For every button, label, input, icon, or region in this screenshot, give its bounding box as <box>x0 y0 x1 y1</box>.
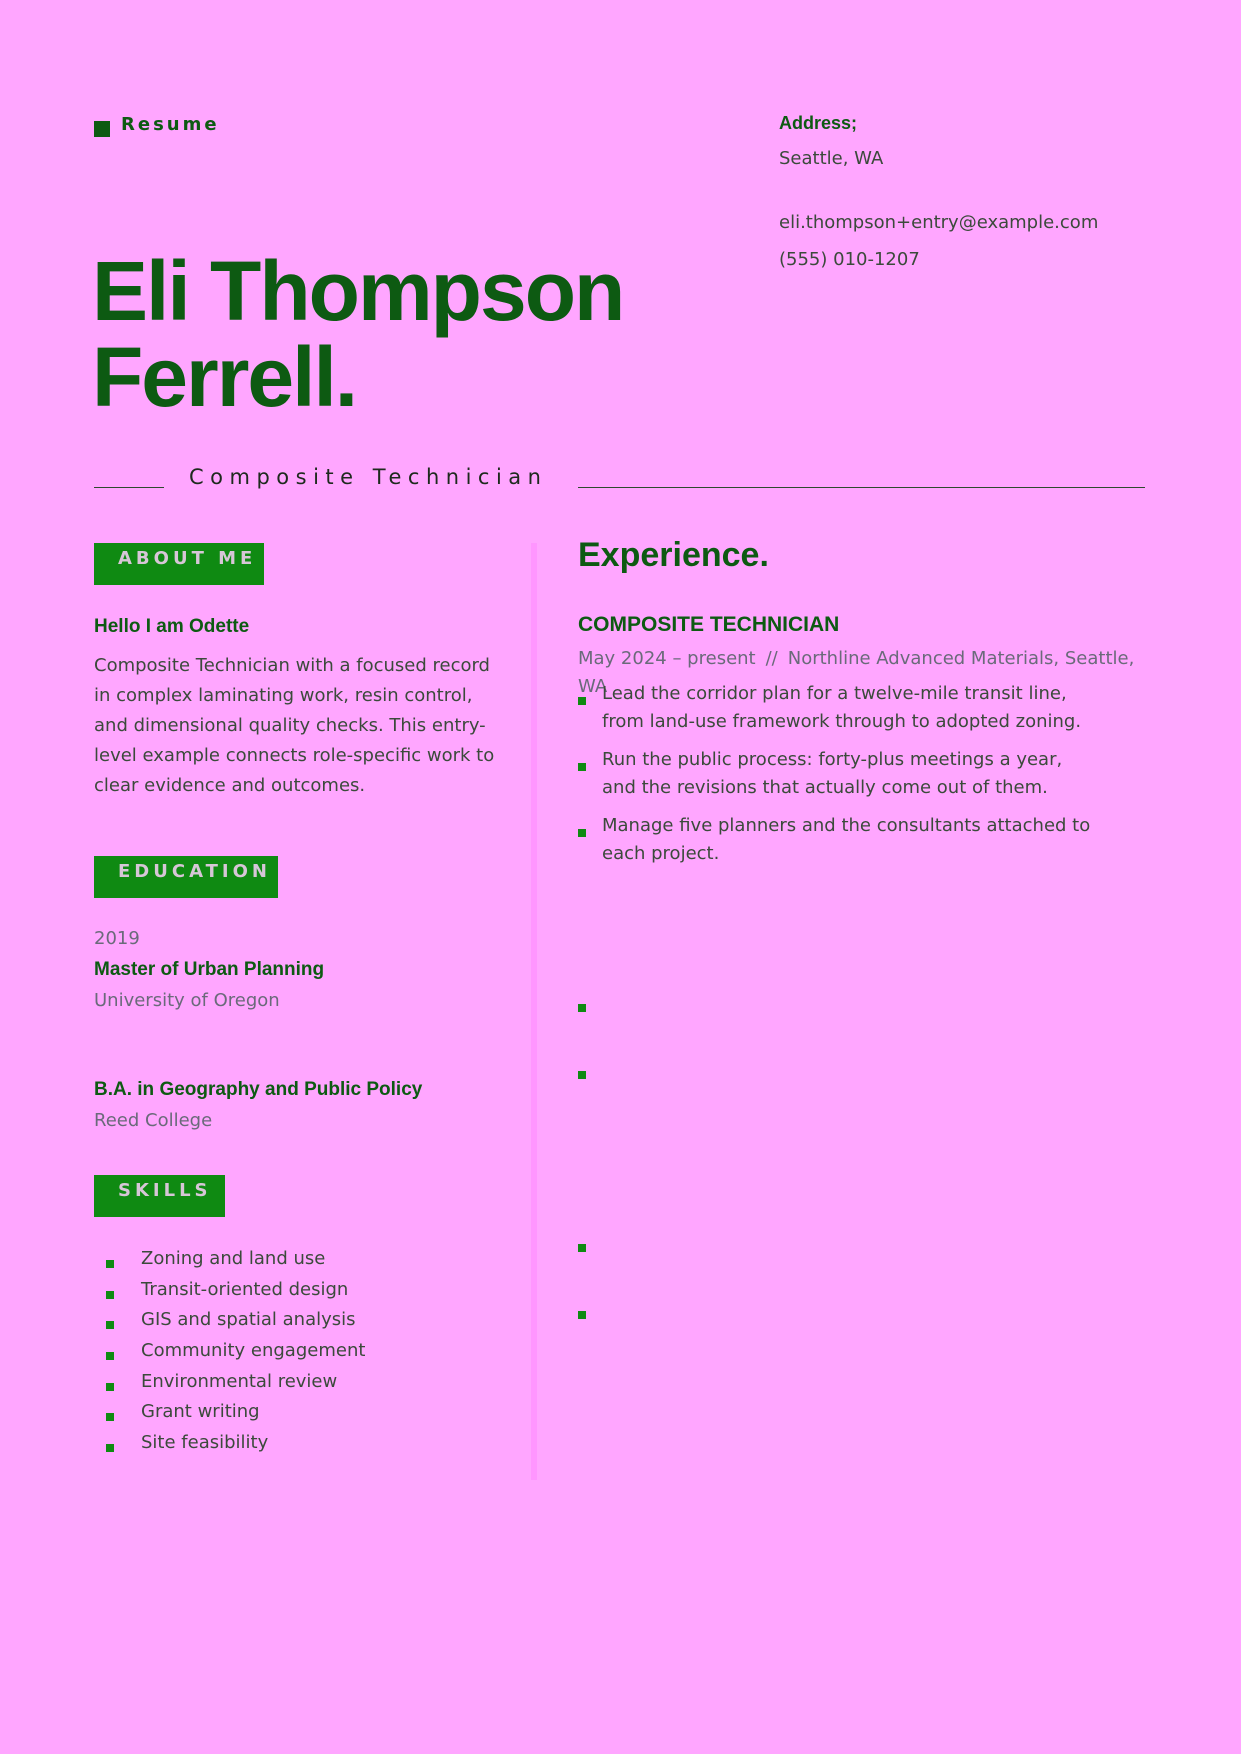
bullet-icon <box>106 1444 114 1452</box>
bullet-icon <box>578 763 586 771</box>
experience-heading: Experience. <box>578 536 769 574</box>
bullet-icon <box>106 1291 114 1299</box>
job-bullet-item: Manage five planners and the consultants attached to each project. <box>578 812 1098 868</box>
job-meta <box>578 645 1138 697</box>
skills-heading: SKILLS <box>94 1175 225 1217</box>
education-heading: EDUCATION <box>94 856 278 898</box>
title-rule-left <box>94 487 164 488</box>
full-name <box>92 244 732 424</box>
skill-item: Site feasibility <box>94 1428 365 1459</box>
job-title: COMPOSITE TECHNICIAN <box>578 613 840 636</box>
bullet-icon <box>578 697 586 705</box>
bullet-icon <box>578 829 586 837</box>
bullet-icon <box>106 1352 114 1360</box>
bullet-icon <box>106 1260 114 1268</box>
skill-item: GIS and spatial analysis <box>94 1305 365 1336</box>
education-year: 2019 <box>94 928 140 949</box>
bullet-icon <box>578 1071 586 1079</box>
skill-item: Zoning and land use <box>94 1244 365 1275</box>
email-link[interactable]: eli.thompson+entry@example.com <box>779 212 1099 233</box>
bullet-icon <box>106 1321 114 1329</box>
bullet-icon <box>578 1004 586 1012</box>
skill-item: Transit-oriented design <box>94 1275 365 1306</box>
name-line-1: Eli Thompson <box>92 244 624 338</box>
education-school: University of Oregon <box>94 990 280 1011</box>
address-value: Seattle, WA <box>779 148 884 169</box>
skills-list <box>94 1244 365 1459</box>
name-line-2: Ferrell. <box>92 330 357 424</box>
column-divider <box>531 543 537 1480</box>
about-heading: ABOUT ME <box>94 543 264 585</box>
job-separator: // <box>765 648 778 669</box>
education-school: Reed College <box>94 1110 213 1131</box>
about-body: Composite Technician with a focused record in complex laminating work, resin control, and dimensional quality checks. This entry-level example connects role-specific work to clear evidence and outcomes. <box>94 655 495 796</box>
bullet-icon <box>106 1413 114 1421</box>
job-title-subtitle: Composite Technician <box>189 465 548 489</box>
resume-label: Resume <box>121 114 220 135</box>
bullet-icon <box>578 1244 586 1252</box>
about-greeting: Hello I am Odette <box>94 616 250 637</box>
education-degree: B.A. in Geography and Public Policy <box>94 1079 423 1100</box>
bullet-icon <box>106 1383 114 1391</box>
address-label: Address; <box>779 113 858 133</box>
skill-item: Environmental review <box>94 1367 365 1398</box>
resume-square-icon <box>94 121 110 137</box>
skill-item: Grant writing <box>94 1397 365 1428</box>
job-bullets <box>578 680 1098 878</box>
job-dates: May 2024 – present <box>578 648 756 669</box>
bullet-icon <box>578 1311 586 1319</box>
job-company: Northline Advanced Materials, Seattle, WA <box>578 648 1135 697</box>
title-rule-right <box>578 487 1145 488</box>
job-bullet-item: Run the public process: forty-plus meetings a year, and the revisions that actually come out of them. <box>578 746 1098 802</box>
skill-item: Community engagement <box>94 1336 365 1367</box>
education-degree: Master of Urban Planning <box>94 959 325 980</box>
phone-number: (555) 010-1207 <box>779 249 920 270</box>
job-bullet-item: Lead the corridor plan for a twelve-mile transit line, from land-use framework through to adopted zoning. <box>578 680 1098 736</box>
